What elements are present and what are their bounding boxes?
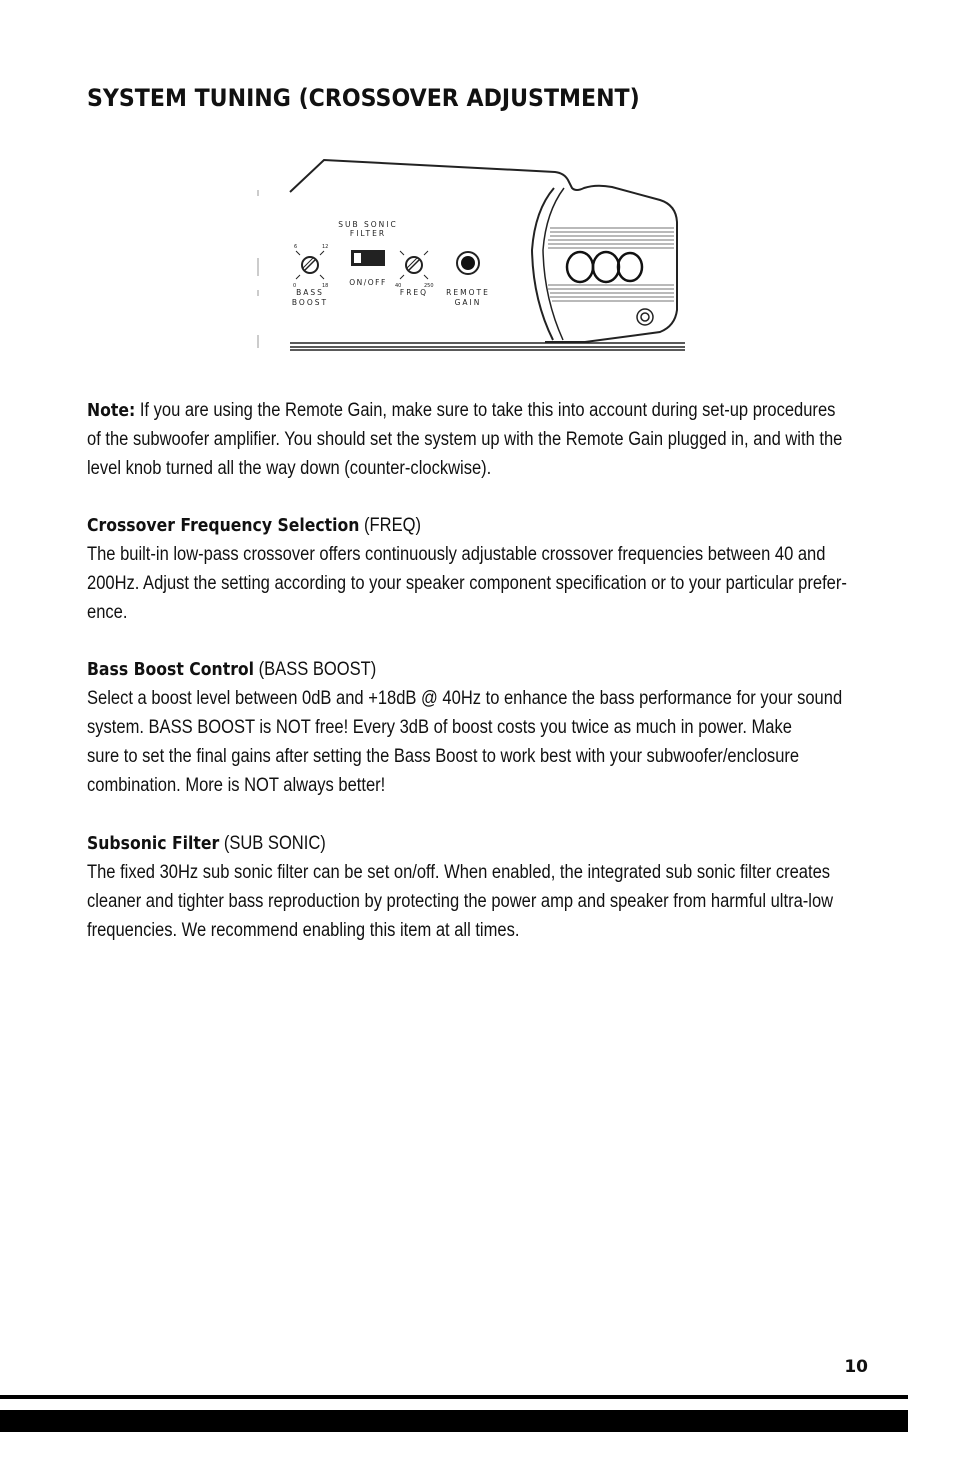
note-section	[87, 396, 877, 483]
freq-tick-40: 40	[395, 283, 402, 289]
bass-boost-knob[interactable]	[302, 257, 318, 273]
boost-label: BOOST	[291, 298, 329, 307]
remote-gain-jack[interactable]	[457, 252, 479, 274]
bass-boost-section	[87, 655, 877, 800]
note-label: Note:	[87, 400, 136, 421]
footer-rule-thin	[0, 1395, 908, 1399]
bass-label: BASS	[296, 288, 324, 297]
sub-sonic-label: SUB SONIC	[338, 220, 398, 229]
bass-boost-line-4: combination. More is NOT always better!	[87, 775, 386, 796]
bass-tick-12: 12	[322, 244, 329, 250]
freq-knob[interactable]	[406, 257, 422, 273]
subsonic-line-2: cleaner and tighter bass reproduction by protecting the power amp and speaker from harmful ultra-low	[87, 891, 834, 912]
remote-label: REMOTE	[446, 288, 490, 297]
gain-label: GAIN	[454, 298, 482, 307]
bass-boost-line-1: Select a boost level between 0dB and +18dB @ 40Hz to enhance the bass performance for your sound	[87, 688, 843, 709]
bass-tick-18: 18	[322, 283, 329, 289]
brand-logo	[567, 252, 642, 282]
amplifier-panel-diagram	[250, 150, 690, 355]
crossover-heading: Crossover Frequency Selection (FREQ)	[87, 515, 421, 536]
note-line-2: of the subwoofer amplifier. You should set the system up with the Remote Gain plugged in, and with the	[87, 429, 843, 450]
freq-label: FREQ	[399, 288, 429, 297]
subsonic-line-1: The fixed 30Hz sub sonic filter can be set on/off. When enabled, the integrated sub sonic filter creates	[87, 862, 831, 883]
crossover-section	[87, 511, 877, 627]
note-line-3: level knob turned all the way down (counter-clockwise).	[87, 458, 492, 479]
bass-tick-6: 6	[294, 244, 298, 250]
page-title: SYSTEM TUNING (CROSSOVER ADJUSTMENT)	[87, 84, 640, 112]
subsonic-line-3: frequencies. We recommend enabling this item at all times.	[87, 920, 520, 941]
freq-tick-250: 250	[424, 283, 434, 289]
bass-tick-0: 0	[293, 283, 297, 289]
subsonic-heading: Subsonic Filter (SUB SONIC)	[87, 833, 326, 854]
crossover-line-3: ence.	[87, 602, 128, 623]
filter-label: FILTER	[349, 229, 387, 238]
footer-rule-thick	[0, 1410, 908, 1432]
on-off-label: ON/OFF	[349, 278, 387, 287]
note-line-1: Note: If you are using the Remote Gain, make sure to take this into account during set-up procedures	[87, 400, 836, 421]
page-number: 10	[844, 1357, 868, 1377]
bass-boost-heading: Bass Boost Control (BASS BOOST)	[87, 659, 377, 680]
bass-boost-line-2: system. BASS BOOST is NOT free! Every 3dB of boost costs you twice as much in power. Make	[87, 717, 792, 738]
sub-sonic-switch[interactable]	[351, 250, 385, 266]
crossover-line-2: 200Hz. Adjust the setting according to your speaker component specification or to your particular prefer-	[87, 573, 847, 594]
bass-boost-line-3: sure to set the final gains after setting the Bass Boost to work best with your subwoofer/enclosure	[87, 746, 800, 767]
subsonic-section	[87, 829, 877, 945]
crossover-line-1: The built-in low-pass crossover offers continuously adjustable crossover frequencies between 40 and	[87, 544, 826, 565]
